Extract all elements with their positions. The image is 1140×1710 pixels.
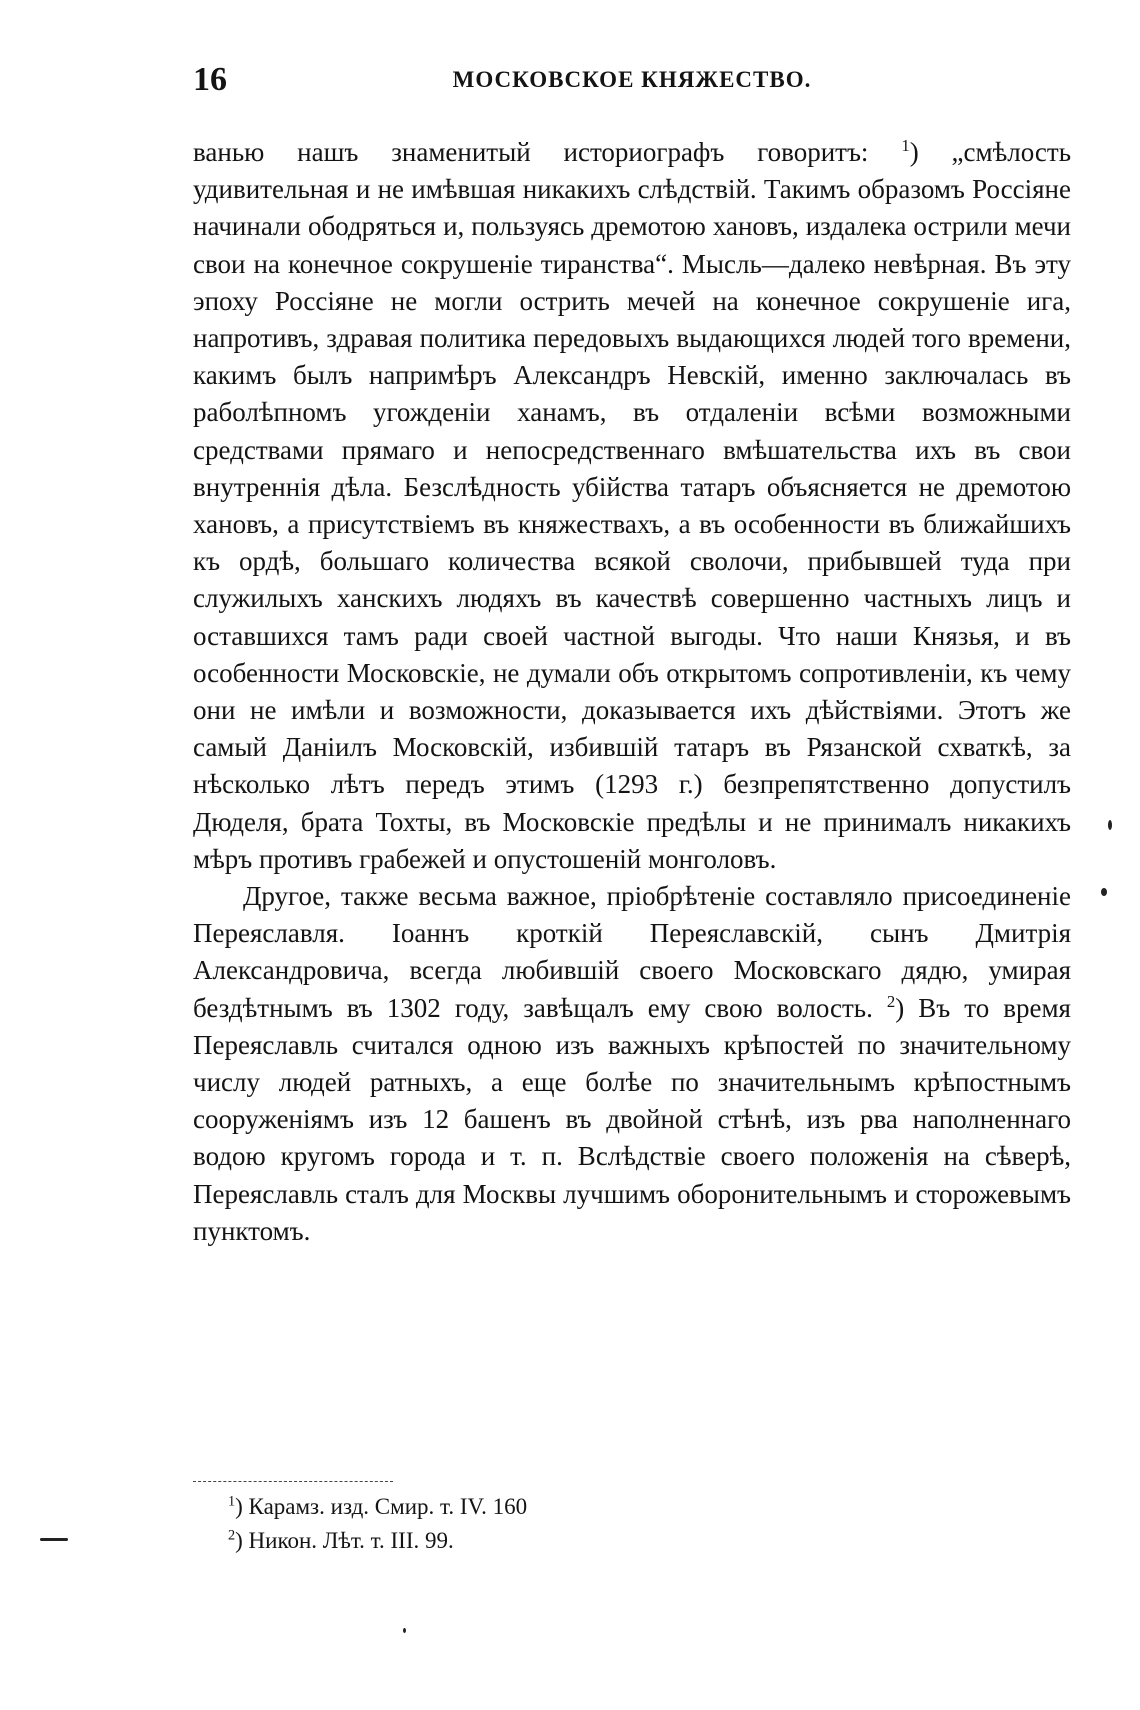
scan-speck <box>40 1538 68 1541</box>
footnote-ref-2: 2 <box>886 991 896 1011</box>
main-text <box>193 134 1071 1250</box>
footnote-text: ) Карамз. изд. Смир. т. IV. 160 <box>235 1494 528 1519</box>
footnote-1 <box>228 1490 928 1524</box>
footnote-ref-1: 1 <box>901 136 910 155</box>
running-head <box>193 60 1071 100</box>
footnotes <box>228 1490 928 1558</box>
scan-speck <box>1101 888 1107 896</box>
paragraph-2-text-start: Другое, также весьма важное, пріобрѣтеніе составляло присоединеніе Переяславля. Іоаннъ кроткій Переяславскій, сынъ Дмитрія Александровича, всегда любившій своего Московскаго дядю, умирая бездѣтнымъ въ 1302 году, завѣщалъ ему свою волость. <box>193 881 1071 1023</box>
footnote-divider <box>193 1481 393 1482</box>
footnote-marker: 1 <box>228 1493 236 1510</box>
page-number: 16 <box>193 61 227 98</box>
paragraph-2-text-end: ) Въ то время Переяславль считался одною изъ важныхъ крѣпостей по значительному числу людей ратныхъ, а еще болѣе по значительнымъ крѣпостнымъ сооруженіямъ изъ 12 башенъ въ двойной стѣнѣ, изъ рва наполненнаго водою кругомъ города и т. п. Вслѣдствіе своего положенія на сѣверѣ, Переяславль сталъ для Москвы лучшимъ оборонительнымъ и сторожевымъ пунктомъ. <box>193 992 1071 1246</box>
paragraph-2 <box>193 878 1071 1250</box>
scan-speck <box>403 1628 406 1633</box>
paragraph-1-text-start: ванью нашъ знаменитый историографъ говоритъ: <box>193 137 902 167</box>
footnote-text: ) Никон. Лѣт. т. III. 99. <box>235 1528 454 1553</box>
footnote-marker: 2 <box>228 1527 236 1544</box>
running-title: МОСКОВСКОЕ КНЯЖЕСТВО. <box>452 67 812 92</box>
paragraph-1 <box>193 134 1071 878</box>
scan-speck <box>1108 820 1112 830</box>
paragraph-1-text-end: ) „смѣлость удивительная и не имѣвшая никакихъ слѣдствій. Такимъ образомъ Россіяне начинали ободряться и, пользуясь дремотою хановъ, издалека острили мечи свои на конечное сокрушеніе тиранства“. Мысль—далеко невѣрная. Въ эту эпоху Россіяне не могли острить мечей на конечное сокрушеніе ига, напротивъ, здравая политика передовыхъ выдающихся людей того времени, какимъ былъ напримѣръ Александръ Невскій, именно заключалась въ раболѣпномъ угожденіи ханамъ, въ отдаленіи всѣми возможными средствами прямаго и непосредственнаго вмѣшательства ихъ въ свои внутреннія дѣла. Безслѣдность убійства татаръ объясняется не дремотою хановъ, а присутствіемъ въ княжествахъ, а въ особенности въ ближайшихъ къ ордѣ, большаго количества всякой сволочи, прибывшей туда при служилыхъ ханскихъ людяхъ въ качествѣ совершенно частныхъ лицъ и оставшихся тамъ ради своей частной выгоды. Что наши Князья, и въ особенности Московскіе, не думали объ открытомъ сопротивленіи, къ чему они не имѣли и возможности, доказывается ихъ дѣйствіями. Этотъ же самый Даніилъ Московскій, избившій татаръ въ Рязанской схваткѣ, за нѣсколько лѣтъ передъ этимъ (1293 г.) безпрепятственно допустилъ Дюделя, брата Тохты, въ Московскіе предѣлы и не принималъ никакихъ мѣръ противъ грабежей и опустошеній монголовъ. <box>193 137 1072 874</box>
footnote-2 <box>228 1524 928 1558</box>
